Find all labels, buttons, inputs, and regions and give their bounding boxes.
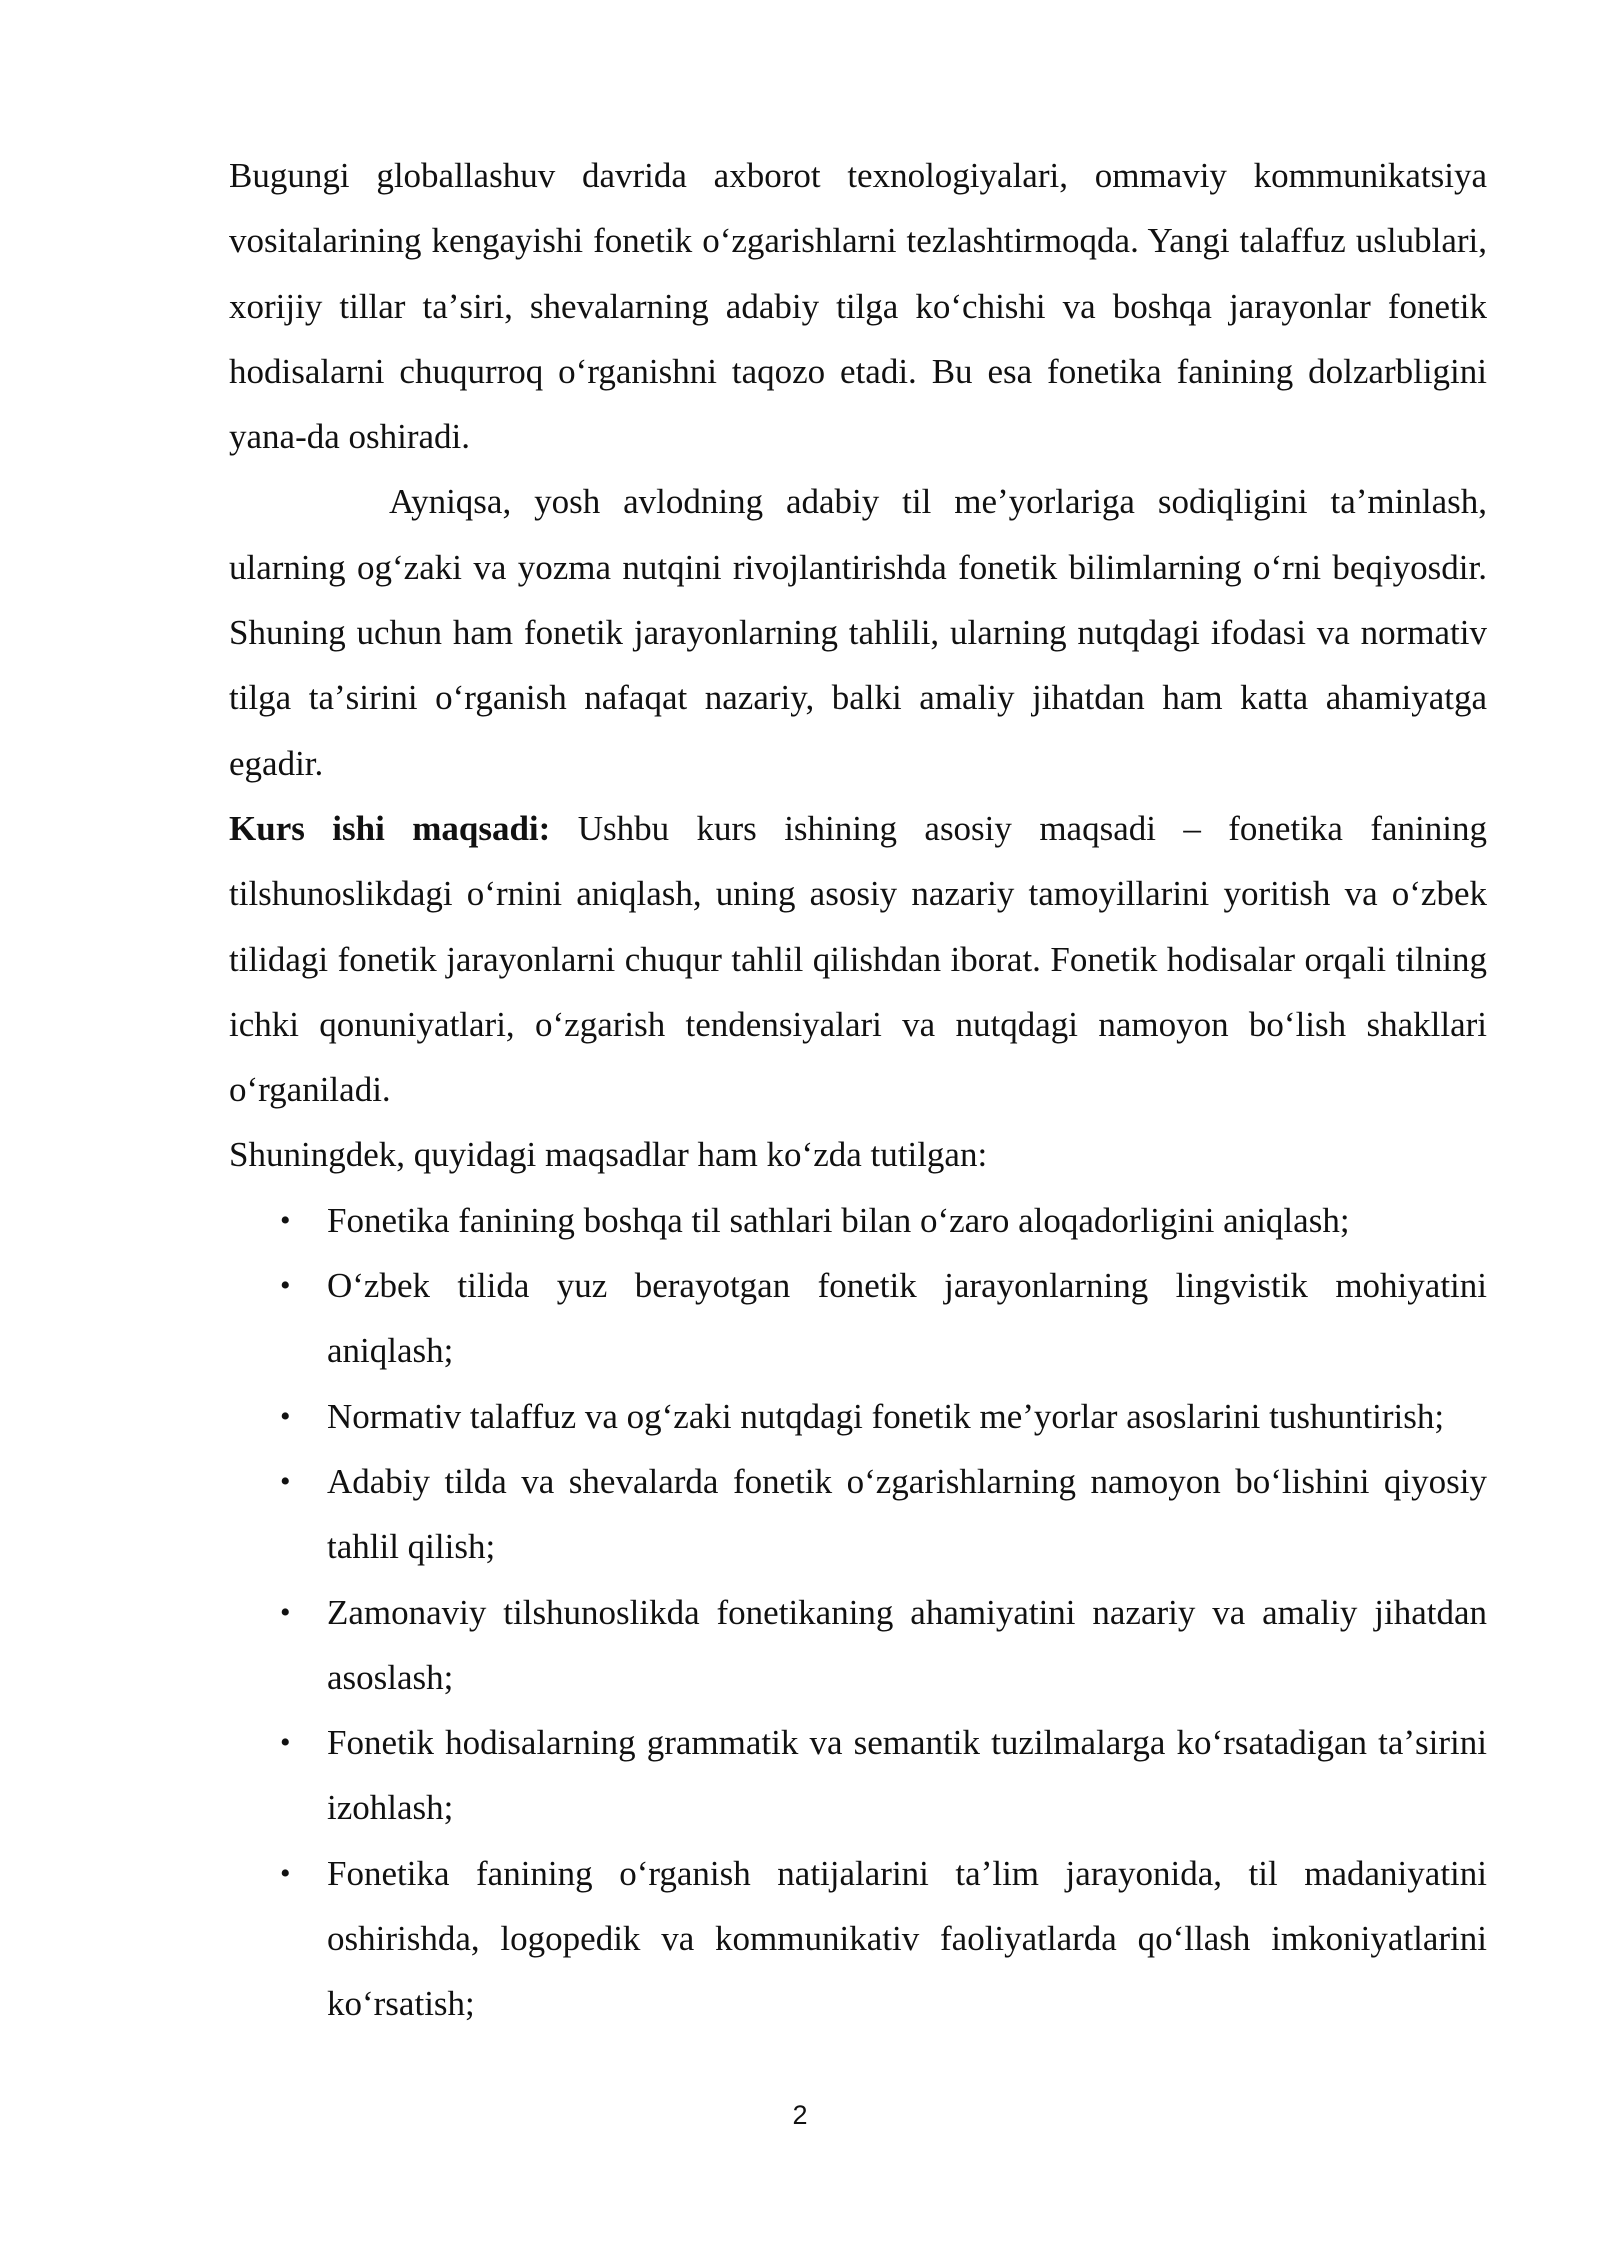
page-body xyxy=(229,143,1487,2037)
paragraph-importance: Ayniqsa, yosh avlodning adabiy til meʼyorlariga sodiqligini taʼminlash, ularning ogʻzaki va yozma nutqini rivojlantirishda fonetik bilimlarning oʻrni beqiyosdir. Shuning uchun ham fonetik jarayonlarning tahlili, ularning nutqdagi ifodasi va normativ tilga taʼsirini oʻrganish nafaqat nazariy, balki amaliy jihatdan ham katta ahamiyatga egadir. xyxy=(229,482,1487,783)
list-item xyxy=(229,1188,1487,1253)
list-item-text: Fonetika fanining oʻrganish natijalarini taʼlim jarayonida, til madaniyatini oshirishda, logopedik va kommunikativ faoliyatlarda qoʻllash imkoniyatlarini koʻrsatish; xyxy=(327,1853,1487,2024)
list-item-text: Normativ talaffuz va ogʻzaki nutqdagi fonetik meʼyorlar asoslarini tushuntirish; xyxy=(327,1396,1445,1436)
list-item xyxy=(229,1449,1487,1580)
list-item-text: Oʻzbek tilida yuz berayotgan fonetik jarayonlarning lingvistik mohiyatini aniqlash; xyxy=(327,1266,1487,1371)
list-item xyxy=(229,1710,1487,1841)
list-item xyxy=(229,1253,1487,1384)
page-number: 2 xyxy=(792,2100,808,2130)
list-item xyxy=(229,1580,1487,1711)
paragraph-course-goal xyxy=(229,796,1487,1122)
list-item-text: Adabiy tilda va shevalarda fonetik oʻzgarishlarning namoyon boʻlishini qiyosiy tahlil qilish; xyxy=(327,1461,1487,1567)
list-item-text: Fonetika fanining boshqa til sathlari bilan oʻzaro aloqadorligini aniqlash; xyxy=(327,1200,1350,1240)
course-goal-text: Ushbu kurs ishining asosiy maqsadi – fonetika fanining tilshunoslikdagi oʻrnini aniqlash, uning asosiy nazariy tamoyillarini yoritish va oʻzbek tilidagi fonetik jarayonlarni chuqur tahlil qilishdan iborat. Fonetik hodisalar orqali tilning ichki qonuniyatlari, oʻzgarish tendensiyalari va nutqdagi namoyon boʻlish shakllari oʻrganiladi. xyxy=(229,808,1487,1110)
bullet-icon: • xyxy=(280,1595,291,1629)
list-item-text: Fonetik hodisalarning grammatik va semantik tuzilmalarga koʻrsatadigan taʼsirini izohlash; xyxy=(327,1723,1487,1828)
list-item-text: Zamonaviy tilshunoslikda fonetikaning ahamiyatini nazariy va amaliy jihatdan asoslash; xyxy=(327,1592,1487,1697)
list-item xyxy=(229,1384,1487,1449)
bullet-icon: • xyxy=(280,1726,291,1760)
bullet-icon: • xyxy=(280,1856,291,1890)
bullet-icon: • xyxy=(280,1269,291,1303)
course-goal-heading: Kurs ishi maqsadi: xyxy=(229,808,551,848)
list-item xyxy=(229,1841,1487,2037)
paragraph-goals-intro: Shuningdek, quyidagi maqsadlar ham koʻzda tutilgan: xyxy=(229,1135,988,1175)
bullet-icon: • xyxy=(280,1203,291,1237)
bullet-icon: • xyxy=(280,1399,291,1433)
paragraph-intro: Bugungi globallashuv davrida axborot texnologiyalari, ommaviy kommunikatsiya vositalarining kengayishi fonetik oʻzgarishlarni tezlashtirmoqda. Yangi talaffuz uslublari, xorijiy tillar taʼsiri, shevalarning adabiy tilga koʻchishi va boshqa jarayonlar fonetik hodisalarni chuqurroq oʻrganishni taqozo etadi. Bu esa fonetika fanining dolzarbligini yana-da oshiradi. xyxy=(229,156,1487,457)
goals-list xyxy=(229,1188,1487,2037)
bullet-icon: • xyxy=(280,1464,291,1498)
